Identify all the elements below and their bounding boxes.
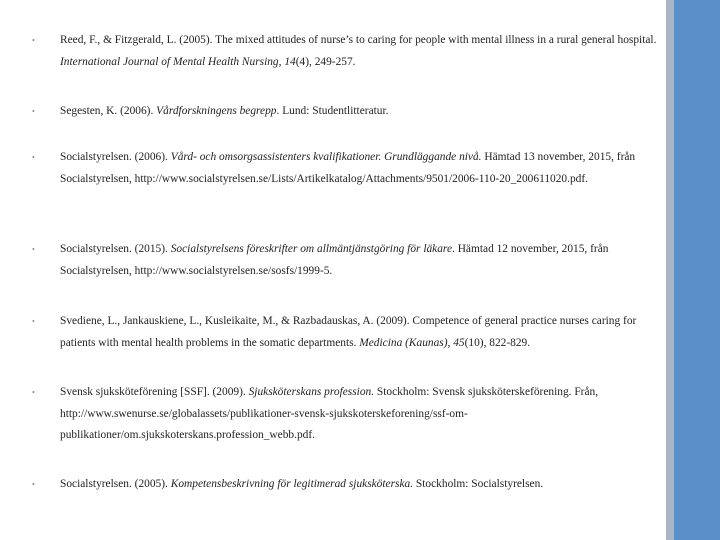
sidebar-accent-bar xyxy=(674,0,720,540)
reference-item-ssf xyxy=(32,382,657,447)
bullet-icon: • xyxy=(32,245,35,254)
reference-text: Socialstyrelsen. (2005). Kompetensbeskrivning för legitimerad sjuksköterska. Stockholm: Socialstyrelsen. xyxy=(60,478,544,490)
bullet-icon: • xyxy=(32,36,35,45)
reference-item-socialstyrelsen-2005 xyxy=(32,474,657,496)
reference-text: Segesten, K. (2006). Vårdforskningens begrepp. Lund: Studentlitteratur. xyxy=(60,105,389,117)
bullet-icon: • xyxy=(32,480,35,489)
reference-item-socialstyrelsen-2006 xyxy=(32,147,657,190)
bullet-icon: • xyxy=(32,107,35,116)
reference-text: Socialstyrelsen. (2006). Vård- och omsorgsassistenters kvalifikationer. Grundläggande nivå. Hämtad 13 november, 2015, från Socialstyrelsen, http://www.socialstyrelsen.se/Lists/Artikelkatalog/Attachments/9501/2006-110-20_200611020.pdf. xyxy=(60,151,636,185)
reference-text: Svediene, L., Jankauskiene, L., Kusleikaite, M., & Razbadauskas, A. (2009). Competence of general practice nurses caring for patients with mental health problems in the somatic departments. Medicina (Kaunas), 45(10), 822-829. xyxy=(60,315,637,349)
reference-text: Svensk sjuksköteförening [SSF]. (2009). Sjuksköterskans profession. Stockholm: Svensk sjuksköterskeförening. Från, http://www.swenurse.se/globalassets/publikationer-svensk-sjukskoterskeforening/ssf-om-publikationer/om.sjukskoterskans.profession_webb.pdf. xyxy=(60,386,599,441)
bullet-icon: • xyxy=(32,388,35,397)
reference-item-segesten xyxy=(32,101,657,123)
reference-text: Reed, F., & Fitzgerald, L. (2005). The mixed attitudes of nurse’s to caring for people with mental illness in a rural general hospital. International Journal of Mental Health Nursing, 14(4), 249-257. xyxy=(60,34,657,68)
reference-item-socialstyrelsen-2015 xyxy=(32,239,657,282)
reference-item-svediene xyxy=(32,311,657,354)
reference-text: Socialstyrelsen. (2015). Socialstyrelsens föreskrifter om allmäntjänstgöring för läkare. Hämtad 12 november, 2015, från Socialstyrelsen, http://www.socialstyrelsen.se/sosfs/1999-5. xyxy=(60,243,609,277)
bullet-icon: • xyxy=(32,317,35,326)
sidebar-edge-stripe xyxy=(666,0,674,540)
bullet-icon: • xyxy=(32,153,35,162)
reference-item-reed xyxy=(32,30,657,73)
